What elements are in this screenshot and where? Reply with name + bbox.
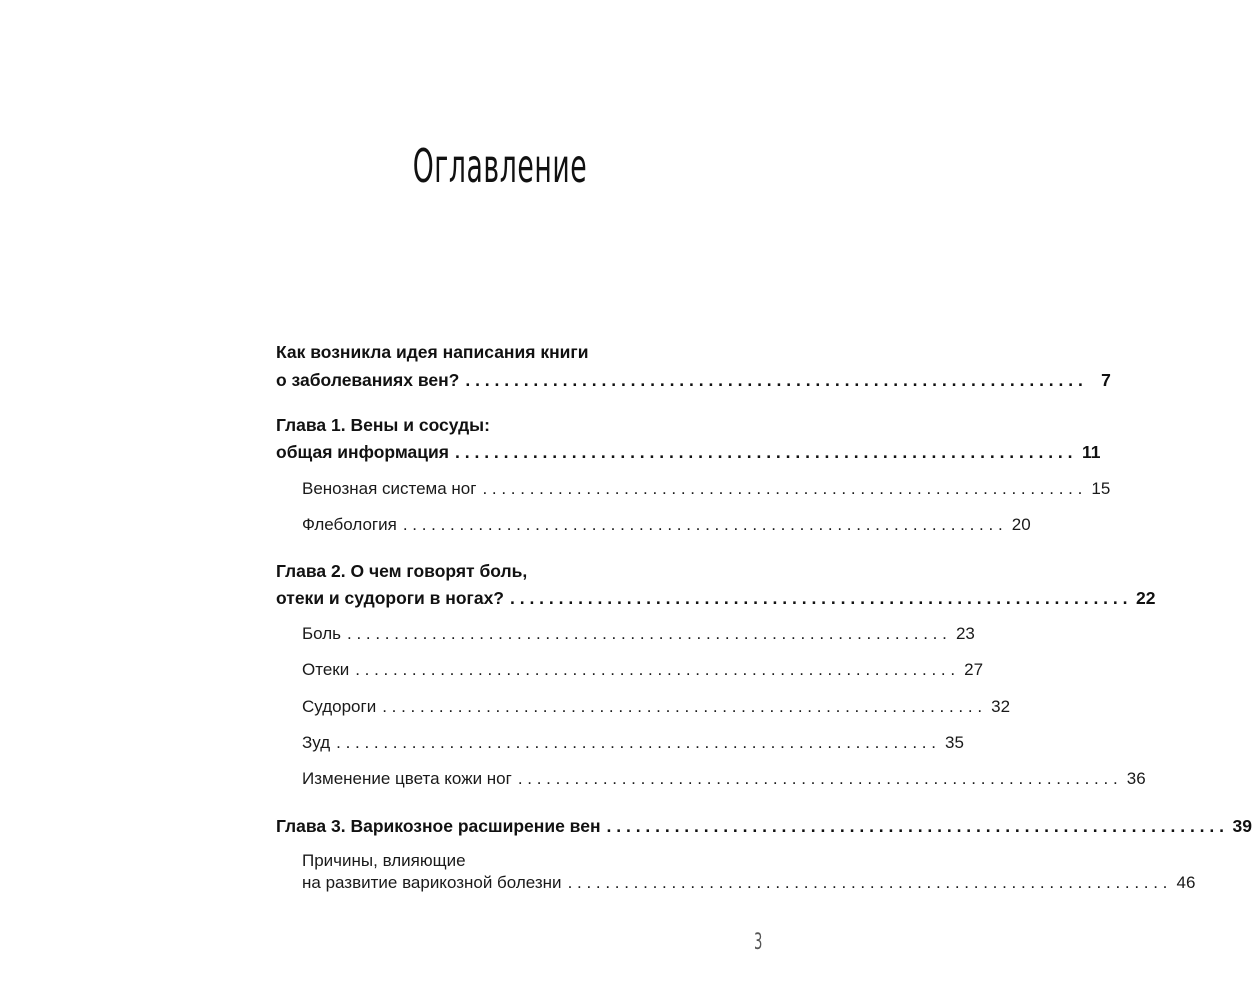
- page-number: 20: [1011, 515, 1031, 534]
- toc-entry-text: о заболеваниях вен?: [276, 370, 460, 390]
- toc-entry-cramps[interactable]: [302, 696, 1011, 718]
- toc-entry-text: Глава 3. Варикозное расширение вен: [276, 816, 601, 836]
- dot-leader: . . . . . . . . . . . . . . . . . . . . . . . . . . . . . . . . . . . . . . . . . . . . . . . . . . . . . . . . . . . . . . . .: [347, 624, 947, 643]
- page-number: 11: [1082, 442, 1101, 462]
- page-number: 32: [991, 697, 1011, 716]
- toc-entry-itch[interactable]: [302, 732, 964, 754]
- page-number: 22: [1136, 588, 1156, 608]
- toc-entry-text: отеки и судороги в ногах?: [276, 588, 504, 608]
- toc-entry-text: Венозная система ног: [302, 479, 477, 498]
- toc-entry-chapter-1-line1: [276, 414, 728, 436]
- toc-entry-text: Зуд: [302, 733, 331, 752]
- page-number: 23: [955, 624, 975, 643]
- toc-entry-text: Глава 1. Вены и сосуды:: [276, 415, 490, 435]
- dot-leader: . . . . . . . . . . . . . . . . . . . . . . . . . . . . . . . . . . . . . . . . . . . . . . . . . . . . . . . . . . . . . . . .: [517, 769, 1118, 788]
- dot-leader: . . . . . . . . . . . . . . . . . . . . . . . . . . . . . . . . . . . . . . . . . . . . . . . . . . . . . . . . . . . . . . . .: [355, 660, 956, 679]
- dot-leader: . . . . . . . . . . . . . . . . . . . . . . . . . . . . . . . . . . . . . . . . . . . . . . . . . . . . . . . . . . . . . . . .: [606, 816, 1224, 836]
- dot-leader: . . . . . . . . . . . . . . . . . . . . . . . . . . . . . . . . . . . . . . . . . . . . . . . . . . . . . . . . . . . . . . . .: [455, 442, 1073, 462]
- page-number: 35: [945, 733, 964, 752]
- toc-entry-text: Глава 2. О чем говорят боль,: [276, 561, 528, 581]
- toc-entry-text: Флебология: [302, 515, 397, 534]
- toc-entry-intro[interactable]: [276, 369, 1111, 391]
- dot-leader: . . . . . . . . . . . . . . . . . . . . . . . . . . . . . . . . . . . . . . . . . . . . . . . . . . . . . . . . . . . . . . . .: [567, 873, 1168, 892]
- toc-entry-chapter-2[interactable]: [276, 587, 1156, 609]
- page-number: 7: [1101, 370, 1111, 390]
- toc-entry-text: Причины, влияющие: [302, 851, 466, 870]
- toc-entry-intro-line1: [276, 341, 728, 363]
- page-number: 39: [1232, 816, 1252, 836]
- toc-entry-chapter-2-line1: [276, 560, 728, 582]
- page-number: 46: [1176, 873, 1196, 892]
- toc-entry-text: общая информация: [276, 442, 450, 462]
- toc-entry-skin-color[interactable]: [302, 768, 1146, 790]
- toc-entry-pain[interactable]: [302, 623, 975, 645]
- page-number: 36: [1126, 769, 1146, 788]
- dot-leader: . . . . . . . . . . . . . . . . . . . . . . . . . . . . . . . . . . . . . . . . . . . . . . . . . . . . . . . . . . . . . . . .: [510, 588, 1128, 608]
- page-title: Оглавление: [412, 139, 588, 193]
- dot-leader: . . . . . . . . . . . . . . . . . . . . . . . . . . . . . . . . . . . . . . . . . . . . . . . . . . . . . . . . . . . . . . . .: [382, 697, 983, 716]
- toc-entry-chapter-1[interactable]: [276, 441, 1101, 463]
- dot-leader: . . . . . . . . . . . . . . . . . . . . . . . . . . . . . . . . . . . . . . . . . . . . . . . . . . . . . . . . . . . . . . . .: [402, 515, 1003, 534]
- toc-entry-chapter-3[interactable]: [276, 815, 1252, 837]
- toc-entry-causes-line1: [302, 850, 728, 872]
- page-folio: 3: [754, 930, 763, 955]
- toc-entry-text: Отеки: [302, 660, 350, 679]
- toc-entry-phlebology[interactable]: [302, 514, 1031, 536]
- toc-entry-text: Изменение цвета кожи ног: [302, 769, 512, 788]
- dot-leader: . . . . . . . . . . . . . . . . . . . . . . . . . . . . . . . . . . . . . . . . . . . . . . . . . . . . . . . . . . . . . . . .: [465, 370, 1083, 390]
- toc-entry-venous-system[interactable]: [302, 478, 1111, 500]
- toc-entry-edema[interactable]: [302, 659, 984, 681]
- page-number: 15: [1091, 479, 1111, 498]
- page-number: 27: [964, 660, 984, 679]
- dot-leader: . . . . . . . . . . . . . . . . . . . . . . . . . . . . . . . . . . . . . . . . . . . . . . . . . . . . . . . . . . . . . . . .: [336, 733, 936, 752]
- toc-entry-causes[interactable]: [302, 872, 1196, 894]
- toc-entry-text: Как возникла идея написания книги: [276, 342, 589, 362]
- toc-entry-text: Судороги: [302, 697, 377, 716]
- toc-entry-text: Боль: [302, 624, 342, 643]
- dot-leader: . . . . . . . . . . . . . . . . . . . . . . . . . . . . . . . . . . . . . . . . . . . . . . . . . . . . . . . . . . . . . . . .: [482, 479, 1083, 498]
- toc-entry-text: на развитие варикозной болезни: [302, 873, 562, 892]
